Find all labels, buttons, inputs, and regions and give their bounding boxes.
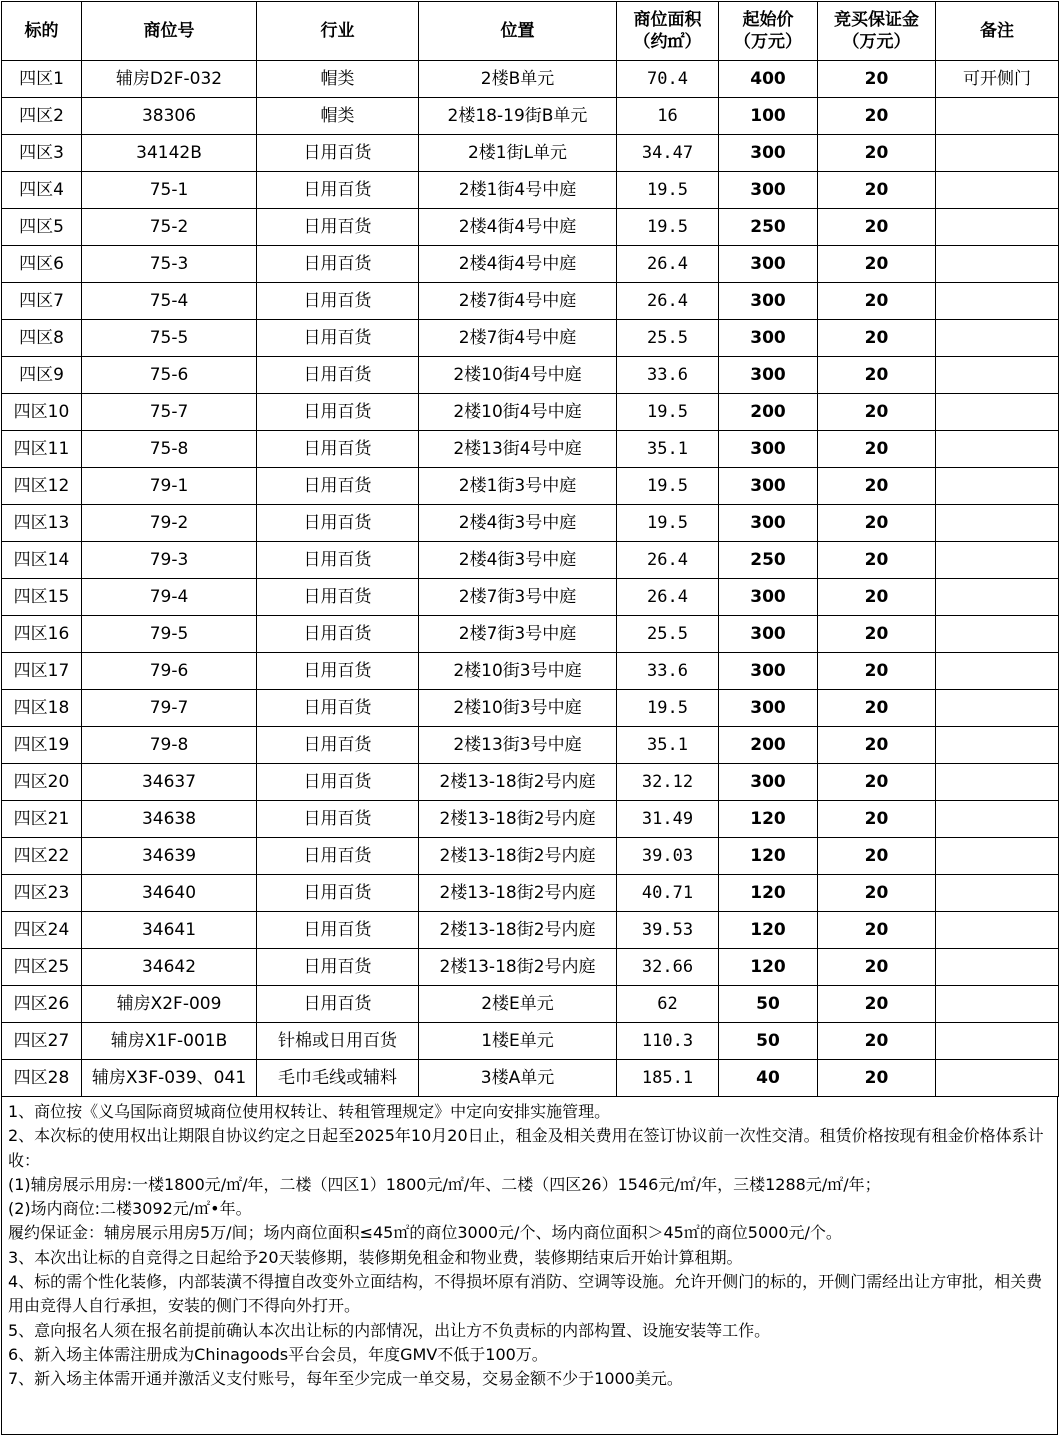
cell-area: 40.71 <box>617 875 719 912</box>
cell-deposit: 20 <box>818 1023 936 1060</box>
cell-stall-number: 34639 <box>82 838 257 875</box>
cell-lot: 四区16 <box>2 616 82 653</box>
cell-lot: 四区8 <box>2 320 82 357</box>
cell-deposit: 20 <box>818 209 936 246</box>
cell-industry: 日用百货 <box>257 542 419 579</box>
cell-area: 25.5 <box>617 616 719 653</box>
cell-location: 2楼10街4号中庭 <box>419 357 617 394</box>
cell-area: 39.53 <box>617 912 719 949</box>
cell-location: 2楼4街4号中庭 <box>419 209 617 246</box>
cell-lot: 四区7 <box>2 283 82 320</box>
cell-industry: 日用百货 <box>257 875 419 912</box>
cell-area: 19.5 <box>617 505 719 542</box>
cell-area: 19.5 <box>617 394 719 431</box>
cell-stall-number: 辅房X2F-009 <box>82 986 257 1023</box>
cell-industry: 日用百货 <box>257 727 419 764</box>
cell-location: 2楼7街4号中庭 <box>419 283 617 320</box>
cell-stall-number: 79-2 <box>82 505 257 542</box>
table-row <box>2 1023 1059 1060</box>
cell-location: 2楼18-19街B单元 <box>419 98 617 135</box>
cell-deposit: 20 <box>818 246 936 283</box>
header-line1: 商位面积 <box>633 10 702 30</box>
cell-location: 2楼13-18街2号内庭 <box>419 838 617 875</box>
cell-deposit: 20 <box>818 1060 936 1097</box>
cell-remarks <box>936 209 1059 246</box>
cell-lot: 四区10 <box>2 394 82 431</box>
cell-remarks <box>936 986 1059 1023</box>
cell-remarks <box>936 875 1059 912</box>
cell-deposit: 20 <box>818 986 936 1023</box>
cell-location: 2楼13街3号中庭 <box>419 727 617 764</box>
table-row <box>2 801 1059 838</box>
cell-stall-number: 79-8 <box>82 727 257 764</box>
cell-area: 26.4 <box>617 542 719 579</box>
header-location <box>419 2 617 61</box>
table-row <box>2 616 1059 653</box>
cell-location: 2楼13-18街2号内庭 <box>419 912 617 949</box>
table-row <box>2 1060 1059 1097</box>
header-line2: （万元） <box>842 32 911 52</box>
cell-remarks <box>936 283 1059 320</box>
cell-lot: 四区27 <box>2 1023 82 1060</box>
cell-area: 19.5 <box>617 172 719 209</box>
cell-start-price: 300 <box>719 616 818 653</box>
cell-start-price: 120 <box>719 949 818 986</box>
cell-remarks <box>936 616 1059 653</box>
cell-stall-number: 79-7 <box>82 690 257 727</box>
cell-stall-number: 34642 <box>82 949 257 986</box>
cell-industry: 毛巾毛线或辅料 <box>257 1060 419 1097</box>
cell-deposit: 20 <box>818 801 936 838</box>
cell-remarks <box>936 764 1059 801</box>
cell-deposit: 20 <box>818 394 936 431</box>
cell-deposit: 20 <box>818 135 936 172</box>
cell-deposit: 20 <box>818 468 936 505</box>
table-row <box>2 394 1059 431</box>
cell-lot: 四区9 <box>2 357 82 394</box>
cell-lot: 四区11 <box>2 431 82 468</box>
cell-area: 70.4 <box>617 61 719 98</box>
cell-area: 25.5 <box>617 320 719 357</box>
cell-industry: 帽类 <box>257 61 419 98</box>
cell-stall-number: 辅房D2F-032 <box>82 61 257 98</box>
cell-stall-number: 38306 <box>82 98 257 135</box>
cell-industry: 日用百货 <box>257 616 419 653</box>
cell-stall-number: 34640 <box>82 875 257 912</box>
cell-stall-number: 辅房X3F-039、041 <box>82 1060 257 1097</box>
cell-lot: 四区5 <box>2 209 82 246</box>
cell-start-price: 50 <box>719 986 818 1023</box>
cell-remarks <box>936 690 1059 727</box>
cell-lot: 四区22 <box>2 838 82 875</box>
header-remarks <box>936 2 1059 61</box>
cell-remarks <box>936 1023 1059 1060</box>
table-row <box>2 209 1059 246</box>
cell-start-price: 200 <box>719 727 818 764</box>
cell-area: 33.6 <box>617 357 719 394</box>
cell-lot: 四区12 <box>2 468 82 505</box>
cell-start-price: 120 <box>719 801 818 838</box>
note-line: 6、新入场主体需注册成为Chinagoods平台会员，年度GMV不低于100万。 <box>8 1344 548 1364</box>
cell-area: 26.4 <box>617 283 719 320</box>
cell-industry: 日用百货 <box>257 505 419 542</box>
cell-lot: 四区18 <box>2 690 82 727</box>
cell-area: 33.6 <box>617 653 719 690</box>
cell-deposit: 20 <box>818 172 936 209</box>
cell-stall-number: 辅房X1F-001B <box>82 1023 257 1060</box>
cell-start-price: 300 <box>719 431 818 468</box>
cell-lot: 四区17 <box>2 653 82 690</box>
cell-start-price: 120 <box>719 912 818 949</box>
cell-lot: 四区20 <box>2 764 82 801</box>
cell-remarks <box>936 579 1059 616</box>
table-row <box>2 542 1059 579</box>
cell-lot: 四区15 <box>2 579 82 616</box>
cell-remarks <box>936 838 1059 875</box>
cell-industry: 日用百货 <box>257 986 419 1023</box>
cell-deposit: 20 <box>818 579 936 616</box>
cell-area: 35.1 <box>617 431 719 468</box>
note-line: 1、商位按《义乌国际商贸城商位使用权转让、转租管理规定》中定向安排实施管理。 <box>8 1102 611 1121</box>
table-row <box>2 135 1059 172</box>
cell-remarks <box>936 727 1059 764</box>
cell-stall-number: 75-7 <box>82 394 257 431</box>
cell-area: 26.4 <box>617 246 719 283</box>
cell-area: 31.49 <box>617 801 719 838</box>
cell-lot: 四区4 <box>2 172 82 209</box>
table-row <box>2 468 1059 505</box>
cell-lot: 四区14 <box>2 542 82 579</box>
cell-lot: 四区21 <box>2 801 82 838</box>
table-row <box>2 283 1059 320</box>
cell-area: 19.5 <box>617 468 719 505</box>
cell-stall-number: 34641 <box>82 912 257 949</box>
cell-area: 185.1 <box>617 1060 719 1097</box>
cell-remarks <box>936 1060 1059 1097</box>
cell-start-price: 300 <box>719 690 818 727</box>
cell-area: 110.3 <box>617 1023 719 1060</box>
cell-industry: 日用百货 <box>257 838 419 875</box>
table-row <box>2 727 1059 764</box>
table-row <box>2 690 1059 727</box>
table-row <box>2 505 1059 542</box>
cell-remarks <box>936 320 1059 357</box>
table-header-row <box>2 2 1059 61</box>
cell-lot: 四区19 <box>2 727 82 764</box>
cell-industry: 日用百货 <box>257 764 419 801</box>
table-row <box>2 246 1059 283</box>
cell-lot: 四区2 <box>2 98 82 135</box>
cell-start-price: 40 <box>719 1060 818 1097</box>
cell-industry: 针棉或日用百货 <box>257 1023 419 1060</box>
cell-remarks: 可开侧门 <box>936 61 1059 98</box>
note-line: 履约保证金：辅房展示用房5万/间；场内商位面积≤45㎡的商位3000元/个、场内商位面积＞45㎡的商位5000元/个。 <box>8 1223 842 1243</box>
table-row <box>2 172 1059 209</box>
cell-stall-number: 75-5 <box>82 320 257 357</box>
cell-industry: 日用百货 <box>257 135 419 172</box>
header-stall-number <box>82 2 257 61</box>
cell-start-price: 300 <box>719 764 818 801</box>
cell-stall-number: 34637 <box>82 764 257 801</box>
cell-start-price: 400 <box>719 61 818 98</box>
cell-start-price: 300 <box>719 468 818 505</box>
header-line1: 行业 <box>320 21 355 41</box>
cell-deposit: 20 <box>818 357 936 394</box>
header-line1: 位置 <box>500 21 535 41</box>
cell-remarks <box>936 949 1059 986</box>
cell-lot: 四区26 <box>2 986 82 1023</box>
cell-lot: 四区24 <box>2 912 82 949</box>
cell-deposit: 20 <box>818 98 936 135</box>
cell-location: 2楼1街3号中庭 <box>419 468 617 505</box>
cell-area: 62 <box>617 986 719 1023</box>
cell-deposit: 20 <box>818 764 936 801</box>
cell-start-price: 200 <box>719 394 818 431</box>
cell-industry: 日用百货 <box>257 949 419 986</box>
cell-industry: 日用百货 <box>257 801 419 838</box>
header-area <box>617 2 719 61</box>
cell-deposit: 20 <box>818 727 936 764</box>
cell-stall-number: 75-2 <box>82 209 257 246</box>
table-row <box>2 579 1059 616</box>
cell-area: 32.66 <box>617 949 719 986</box>
header-lot <box>2 2 82 61</box>
cell-area: 32.12 <box>617 764 719 801</box>
cell-stall-number: 79-3 <box>82 542 257 579</box>
cell-location: 2楼13-18街2号内庭 <box>419 875 617 912</box>
table-row <box>2 653 1059 690</box>
cell-industry: 日用百货 <box>257 246 419 283</box>
header-deposit <box>818 2 936 61</box>
cell-location: 2楼4街3号中庭 <box>419 505 617 542</box>
cell-area: 35.1 <box>617 727 719 764</box>
cell-industry: 日用百货 <box>257 172 419 209</box>
notes-section <box>1 1096 1058 1435</box>
cell-deposit: 20 <box>818 505 936 542</box>
header-line2: （万元） <box>734 32 802 52</box>
cell-start-price: 120 <box>719 838 818 875</box>
cell-stall-number: 75-4 <box>82 283 257 320</box>
cell-industry: 日用百货 <box>257 283 419 320</box>
cell-start-price: 250 <box>719 209 818 246</box>
cell-start-price: 300 <box>719 320 818 357</box>
cell-deposit: 20 <box>818 431 936 468</box>
cell-area: 19.5 <box>617 690 719 727</box>
table-row <box>2 98 1059 135</box>
header-start-price <box>719 2 818 61</box>
header-industry <box>257 2 419 61</box>
cell-stall-number: 75-1 <box>82 172 257 209</box>
cell-deposit: 20 <box>818 283 936 320</box>
table-row <box>2 61 1059 98</box>
table-row <box>2 912 1059 949</box>
header-line1: 商位号 <box>143 21 195 41</box>
cell-industry: 日用百货 <box>257 209 419 246</box>
cell-remarks <box>936 653 1059 690</box>
cell-start-price: 300 <box>719 579 818 616</box>
cell-remarks <box>936 505 1059 542</box>
cell-deposit: 20 <box>818 912 936 949</box>
cell-location: 2楼1街L单元 <box>419 135 617 172</box>
cell-stall-number: 75-3 <box>82 246 257 283</box>
table-row <box>2 838 1059 875</box>
cell-start-price: 300 <box>719 505 818 542</box>
cell-remarks <box>936 357 1059 394</box>
cell-industry: 日用百货 <box>257 912 419 949</box>
note-line: (1)辅房展示用房:一楼1800元/㎡/年，二楼（四区1）1800元/㎡/年、二楼（四区26）1546元/㎡/年，三楼1288元/㎡/年； <box>8 1174 881 1194</box>
cell-remarks <box>936 801 1059 838</box>
cell-remarks <box>936 135 1059 172</box>
cell-deposit: 20 <box>818 542 936 579</box>
table-row <box>2 986 1059 1023</box>
cell-location: 2楼13-18街2号内庭 <box>419 801 617 838</box>
cell-start-price: 300 <box>719 246 818 283</box>
cell-location: 2楼E单元 <box>419 986 617 1023</box>
cell-location: 2楼7街3号中庭 <box>419 616 617 653</box>
cell-deposit: 20 <box>818 690 936 727</box>
cell-location: 2楼7街4号中庭 <box>419 320 617 357</box>
cell-start-price: 50 <box>719 1023 818 1060</box>
cell-industry: 日用百货 <box>257 431 419 468</box>
cell-deposit: 20 <box>818 320 936 357</box>
table-row <box>2 357 1059 394</box>
cell-start-price: 300 <box>719 172 818 209</box>
note-line: 3、本次出让标的自竞得之日起给予20天装修期，装修期免租金和物业费，装修期结束后开始计算租期。 <box>8 1247 743 1267</box>
cell-stall-number: 79-1 <box>82 468 257 505</box>
table-row <box>2 875 1059 912</box>
cell-location: 2楼4街4号中庭 <box>419 246 617 283</box>
cell-remarks <box>936 542 1059 579</box>
cell-industry: 日用百货 <box>257 690 419 727</box>
cell-remarks <box>936 98 1059 135</box>
cell-industry: 帽类 <box>257 98 419 135</box>
table-body <box>2 61 1059 1097</box>
cell-remarks <box>936 246 1059 283</box>
cell-lot: 四区25 <box>2 949 82 986</box>
cell-area: 39.03 <box>617 838 719 875</box>
cell-industry: 日用百货 <box>257 579 419 616</box>
cell-deposit: 20 <box>818 949 936 986</box>
cell-area: 19.5 <box>617 209 719 246</box>
cell-lot: 四区3 <box>2 135 82 172</box>
cell-stall-number: 34638 <box>82 801 257 838</box>
note-line: 2、本次标的使用权出让期限自协议约定之日起至2025年10月20日止，租金及相关费用在签订协议前一次性交清。租赁价格按现有租金价格体系计收： <box>8 1126 1044 1170</box>
cell-area: 26.4 <box>617 579 719 616</box>
cell-location: 2楼7街3号中庭 <box>419 579 617 616</box>
cell-industry: 日用百货 <box>257 653 419 690</box>
cell-start-price: 300 <box>719 283 818 320</box>
cell-location: 2楼13-18街2号内庭 <box>419 949 617 986</box>
cell-remarks <box>936 468 1059 505</box>
cell-deposit: 20 <box>818 61 936 98</box>
cell-remarks <box>936 172 1059 209</box>
cell-deposit: 20 <box>818 875 936 912</box>
cell-start-price: 300 <box>719 653 818 690</box>
cell-lot: 四区23 <box>2 875 82 912</box>
note-line: 7、新入场主体需开通并激活义支付账号，每年至少完成一单交易，交易金额不少于1000美元。 <box>8 1369 683 1389</box>
cell-remarks <box>936 431 1059 468</box>
cell-area: 16 <box>617 98 719 135</box>
stall-auction-table <box>1 1 1059 1097</box>
cell-start-price: 300 <box>719 135 818 172</box>
cell-location: 3楼A单元 <box>419 1060 617 1097</box>
header-line1: 竞买保证金 <box>834 10 919 30</box>
cell-start-price: 100 <box>719 98 818 135</box>
note-line: 5、意向报名人须在报名前提前确认本次出让标的内部情况，出让方不负责标的内部构置、设施安装等工作。 <box>8 1320 771 1340</box>
cell-remarks <box>936 394 1059 431</box>
cell-location: 2楼10街3号中庭 <box>419 653 617 690</box>
table-row <box>2 949 1059 986</box>
cell-location: 2楼1街4号中庭 <box>419 172 617 209</box>
cell-location: 2楼10街4号中庭 <box>419 394 617 431</box>
cell-stall-number: 75-6 <box>82 357 257 394</box>
cell-start-price: 250 <box>719 542 818 579</box>
cell-location: 2楼B单元 <box>419 61 617 98</box>
cell-deposit: 20 <box>818 616 936 653</box>
cell-location: 2楼13街4号中庭 <box>419 431 617 468</box>
cell-industry: 日用百货 <box>257 357 419 394</box>
cell-industry: 日用百货 <box>257 468 419 505</box>
cell-industry: 日用百货 <box>257 394 419 431</box>
note-line: 4、标的需个性化装修，内部装潢不得擅自改变外立面结构，不得损坏原有消防、空调等设施。允许开侧门的标的，开侧门需经出让方审批，相关费用由竞得人自行承担，安装的侧门不得向外打开。 <box>8 1272 1043 1316</box>
cell-lot: 四区6 <box>2 246 82 283</box>
table-row <box>2 431 1059 468</box>
cell-lot: 四区28 <box>2 1060 82 1097</box>
cell-industry: 日用百货 <box>257 320 419 357</box>
cell-location: 1楼E单元 <box>419 1023 617 1060</box>
header-line1: 备注 <box>980 21 1014 41</box>
cell-lot: 四区13 <box>2 505 82 542</box>
cell-lot: 四区1 <box>2 61 82 98</box>
cell-location: 2楼10街3号中庭 <box>419 690 617 727</box>
table-row <box>2 764 1059 801</box>
cell-deposit: 20 <box>818 838 936 875</box>
cell-stall-number: 79-4 <box>82 579 257 616</box>
cell-start-price: 300 <box>719 357 818 394</box>
header-line1: 起始价 <box>742 10 794 30</box>
cell-deposit: 20 <box>818 653 936 690</box>
cell-stall-number: 79-5 <box>82 616 257 653</box>
cell-remarks <box>936 912 1059 949</box>
table-row <box>2 320 1059 357</box>
cell-area: 34.47 <box>617 135 719 172</box>
header-line2: （约㎡） <box>633 32 702 52</box>
cell-start-price: 120 <box>719 875 818 912</box>
cell-location: 2楼4街3号中庭 <box>419 542 617 579</box>
header-line1: 标的 <box>24 21 59 41</box>
cell-location: 2楼13-18街2号内庭 <box>419 764 617 801</box>
cell-stall-number: 79-6 <box>82 653 257 690</box>
cell-stall-number: 75-8 <box>82 431 257 468</box>
cell-stall-number: 34142B <box>82 135 257 172</box>
note-line: (2)场内商位:二楼3092元/㎡•年。 <box>8 1199 252 1219</box>
